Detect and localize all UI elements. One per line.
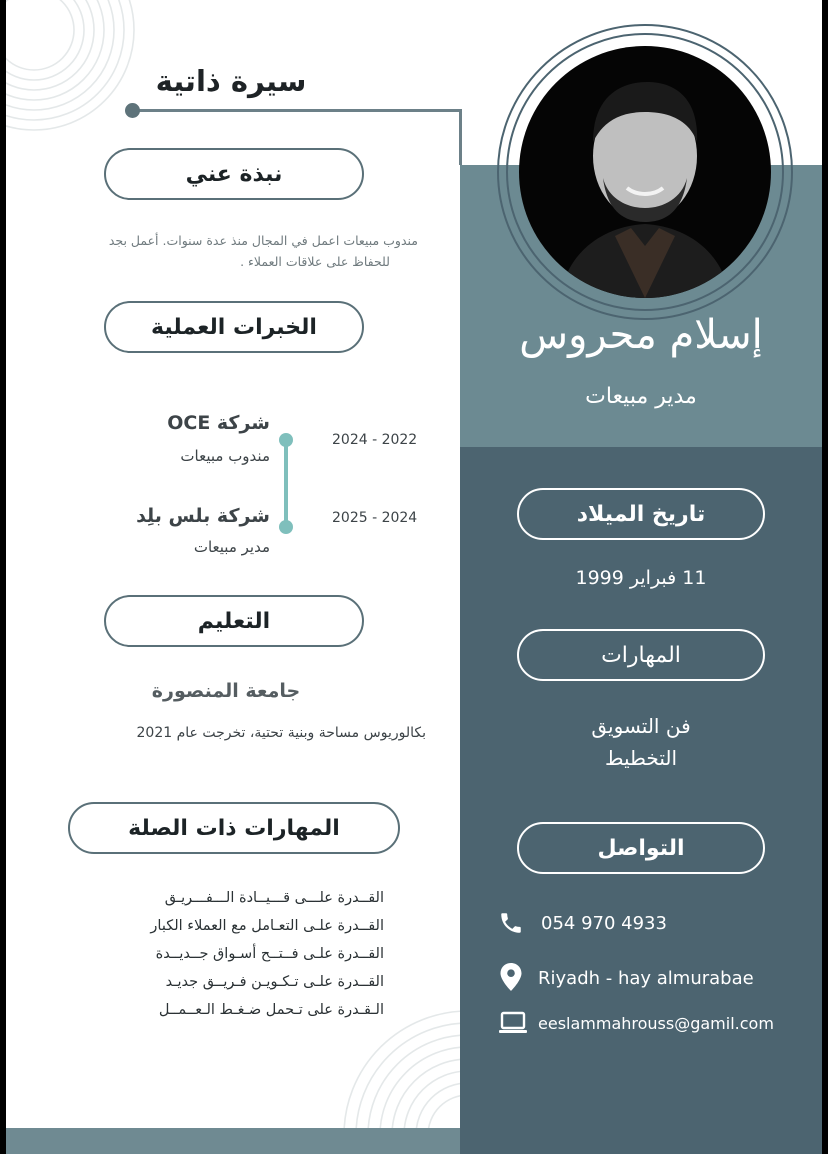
related-skill-4: القــدرة علـى تـكـويـن فـريــق جديـد <box>165 974 384 990</box>
bottom-bar <box>6 1128 460 1154</box>
birth-heading: تاريخ الميلاد <box>576 501 706 527</box>
experience-heading-pill <box>104 301 364 353</box>
skills-heading: المهارات <box>601 642 681 668</box>
about-heading-pill <box>104 148 364 200</box>
birth-heading-pill <box>517 488 765 540</box>
experience-company-1: شركة OCE <box>167 412 270 434</box>
experience-timeline-dot-1 <box>279 433 293 447</box>
cv-title: سيرة ذاتية <box>155 64 307 98</box>
resume-page <box>6 0 822 1154</box>
experience-years-1: 2024 - 2022 <box>332 432 418 448</box>
education-university: جامعة المنصورة <box>151 680 301 702</box>
laptop-icon <box>498 1011 528 1035</box>
related-skill-3: القــدرة علـى فــتــح أسـواق جــديــدة <box>155 946 384 962</box>
education-heading-pill <box>104 595 364 647</box>
related-skill-2: القــدرة علـى التعـامل مع العملاء الكبار <box>150 918 384 934</box>
related-skills-heading-pill <box>68 802 400 854</box>
info-panel <box>460 447 822 1154</box>
location-pin-icon <box>500 963 522 991</box>
phone-icon <box>498 910 524 936</box>
about-heading: نبذة عني <box>185 161 283 187</box>
experience-timeline-dot-2 <box>279 520 293 534</box>
title-connector-dot <box>125 103 140 118</box>
related-skill-1: القــدرة علـــى قـــيــادة الـــفـــريـق <box>164 890 384 906</box>
contact-email: eeslammahrouss@gamil.com <box>538 1014 774 1033</box>
experience-role-1: مندوب مبيعات <box>180 447 270 465</box>
profile-job-title: مدير مبيعات <box>585 384 697 409</box>
related-skill-5: الـقـدرة على تـحمل ضـغـط الـعــمــل <box>158 1002 384 1018</box>
contact-phone: 054 970 4933 <box>541 913 667 934</box>
education-heading: التعليم <box>197 608 271 634</box>
experience-years-2: 2025 - 2024 <box>332 510 418 526</box>
contact-heading: التواصل <box>597 835 685 861</box>
profile-photo <box>519 46 771 298</box>
skill-item-2: التخطيط <box>604 746 678 770</box>
person-silhouette-icon <box>519 46 771 298</box>
title-connector-horizontal <box>134 109 462 112</box>
birth-value: 11 فبراير 1999 <box>575 567 707 589</box>
experience-heading: الخبرات العملية <box>151 314 317 340</box>
contact-heading-pill <box>517 822 765 874</box>
decorative-arcs-top <box>6 0 146 140</box>
contact-address: Riyadh - hay almurabae <box>538 968 754 989</box>
experience-timeline-line <box>284 440 288 528</box>
decorative-arcs-bottom <box>328 1000 460 1128</box>
profile-name: إسلام محروس <box>519 312 763 358</box>
experience-role-2: مدير مبيعات <box>193 538 270 556</box>
related-skills-heading: المهارات ذات الصلة <box>128 815 340 841</box>
about-line-1: مندوب مبيعات اعمل في المجال منذ عدة سنوات. أعمل بجد <box>108 233 418 248</box>
about-line-2: للحفاظ على علاقات العملاء . <box>240 254 390 269</box>
title-connector-vertical <box>459 109 462 165</box>
education-degree: بكالوريوس مساحة وبنية تحتية، تخرجت عام 2021 <box>136 725 426 741</box>
experience-company-2: شركة بلس بلِد <box>136 505 270 527</box>
skill-item-1: فن التسويق <box>591 714 691 738</box>
skills-heading-pill <box>517 629 765 681</box>
